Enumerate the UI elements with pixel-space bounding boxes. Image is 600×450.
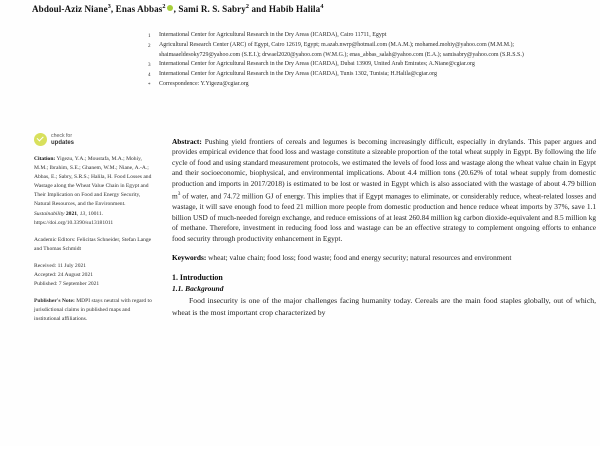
publisher-note-text: MDPI stays neutral with regard to jurisdictional claims in published maps and institutional affiliations. [34,298,152,323]
orcid-icon[interactable] [167,5,173,11]
affiliation-row [148,41,596,60]
publisher-note [34,297,156,324]
affiliation-number: 3 [148,61,151,68]
check-for-updates-line2: updates [51,139,75,146]
affiliation-number: 2 [148,42,151,49]
citation-doi-link[interactable]: https://doi.org/10.3390/su13181011 [34,219,114,226]
affiliation-row [148,31,596,41]
published-date: Published: 7 September 2021 [34,281,100,288]
abstract-text-part1: Pushing yield frontiers of cereals and legumes is becoming increasingly difficult, especially in drylands. This paper argues and provides empirical evidence that food loss and wastage constitute a sizeable proportion of the total wheat supply in Egypt. By following the life cycle of food and using standard measurement protocols, we estimated the levels of food loss and wastage along the wheat value chain in Egypt and their socioeconomic, biophysical, and environmental implications. About 4.4 million tons (20.62% of total wheat supply from domestic production and imports in 2017/2018) is estimated to be lost or wasted in Egypt which is also associated with the wastage of about 4.79 billion m [172,137,596,201]
affiliation-number: 4 [148,71,151,78]
received-date: Received: 11 July 2021 [34,262,87,269]
affiliation-text: Agricultural Research Center (ARC) of Egypt, Cairo 12619, Egypt; m.azab.nwrp@hotmail.com (M.A.M.); mohamed.mohiy@yahoo.com (M.M.M.); shaimaaeldesoky729@yahoo.com (S.E.I.); drwael2020@yahoo.com (W.M.G.); enas_abbas_salah@yahoo.com (E.A.); samisabry@yahoo.com (S.R.S.S.) [159,42,524,58]
citation-article-number: 10011. [88,210,104,217]
abstract [172,137,596,244]
affiliation-text: International Center for Agricultural Research in the Dry Areas (ICARDA), Dubai 13909, United Arab Emirates; A.Niane@cgiar.org [159,61,475,68]
author-name-3: Sami R. S. Sabry [178,4,246,15]
authors-line: Abdoul-Aziz Niane$^3$, Enas Abbas$^2$ , Sami R. S. Sabry$^2$ and Habib Halila$^4$ [32,3,324,15]
affiliation-text: International Center for Agricultural Research in the Dry Areas (ICARDA), Tunis 1302, Tunisia; H.Halila@cgiar.org [159,71,437,78]
check-mark-icon [34,133,47,146]
author-name-2: Enas Abbas [115,4,163,15]
page-bottom-crop [0,446,600,450]
affiliations-list [148,31,596,91]
abstract-label: Abstract: [172,137,202,146]
section-heading-introduction: 1. Introduction [172,273,223,283]
author-name-4: Habib Halila [268,4,321,15]
keywords-label: Keywords: [172,252,207,262]
citation-year: 2021 [65,210,77,217]
author-affil-sup-4: 4 [320,3,324,10]
abstract-superscript: 3 [177,191,181,198]
citation-journal: Sustainability [34,210,65,217]
accepted-date: Accepted: 24 August 2021 [34,272,94,279]
author-affil-sup-2: 2 [162,3,166,10]
correspondence-text: Correspondence: Y.Yigezu@cgiar.org [159,81,249,88]
keywords [172,253,596,263]
intro-paragraph: Food insecurity is one of the major challenges facing humanity today. Cereals are the main food staples globally, out of which, wheat is the most important crop characterized by [172,296,596,317]
academic-editors: Academic Editors: Felicitas Schneider, Stefan Lange and Thomas Schmidt [34,236,152,252]
affiliation-number: 1 [148,32,151,39]
author-affil-sup-3: 2 [245,3,250,10]
citation-block: Citation: Yigezu, Y.A.; Moustafa, M.A.; Mohiy, M.M.; Ibrahim, S.E.; Ghanem, W.M.; Niane, A.-A.; Abbas, E.; Sabry, S.R.S.; Halila, H. Food Losses and Wastage along the Wheat Value Chain in Egypt and Their Implication on Food and Energy Security, Natural Resources, and the Environment. Sustainability 2021, 13, 10011. https://doi.org/10.3390/su13181011 [34,156,152,226]
check-for-updates-line1: check for [51,133,73,140]
affiliation-row [148,60,596,70]
author-name-1: Abdoul-Aziz Niane [32,4,108,15]
citation-text: Yigezu, Y.A.; Moustafa, M.A.; Mohiy, M.M.; Ibrahim, S.E.; Ghanem, W.M.; Niane, A.-A.; Abbas, E.; Sabry, S.R.S.; Halila, H. Food Losses and Wastage along the Wheat Value Chain in Egypt and Their Implication on Food and Energy Security, Natural Resources, and the Environment. [34,156,152,208]
check-for-updates-badge[interactable] [34,133,156,146]
keywords-text: wheat; value chain; food loss; food waste; food and energy security; natural resources and environment [208,252,512,262]
citation-volume: 13 [79,210,86,217]
abstract-text-part2: of water, and 74.72 million GJ of energy. This implies that if Egypt manages to eliminate, or considerably reduce, wheat-related losses and wastage, it will save enough food to feed 21 million more people from domestic production and hence reduce wheat imports by 37%, save 1.1 billion USD of much-needed foreign exchange, and reduce emissions of at least 260.84 million kg carbon dioxide-equivalent and 8.5 million kg of methane. Therefore, investment in reducing food loss and wastage can be an effective strategy to complement ongoing efforts to enhance food security through productivity enhancement in Egypt. [172,191,596,243]
publication-dates [34,262,156,289]
main-column [172,137,596,318]
affiliation-row [148,70,596,80]
correspondence-row [148,80,596,90]
sidebar [34,133,156,325]
affiliation-text: International Center for Agricultural Research in the Dry Areas (ICARDA), Cairo 11711, Egypt [159,32,387,38]
subsection-heading-background: 1.1. Background [172,284,224,294]
citation-label: Citation: [34,156,56,162]
check-for-updates-label [51,133,74,146]
author-affil-sup-1: 3 [107,3,111,10]
correspondence-marker: * [148,81,151,88]
publisher-note-label: Publisher's Note: [34,298,75,305]
